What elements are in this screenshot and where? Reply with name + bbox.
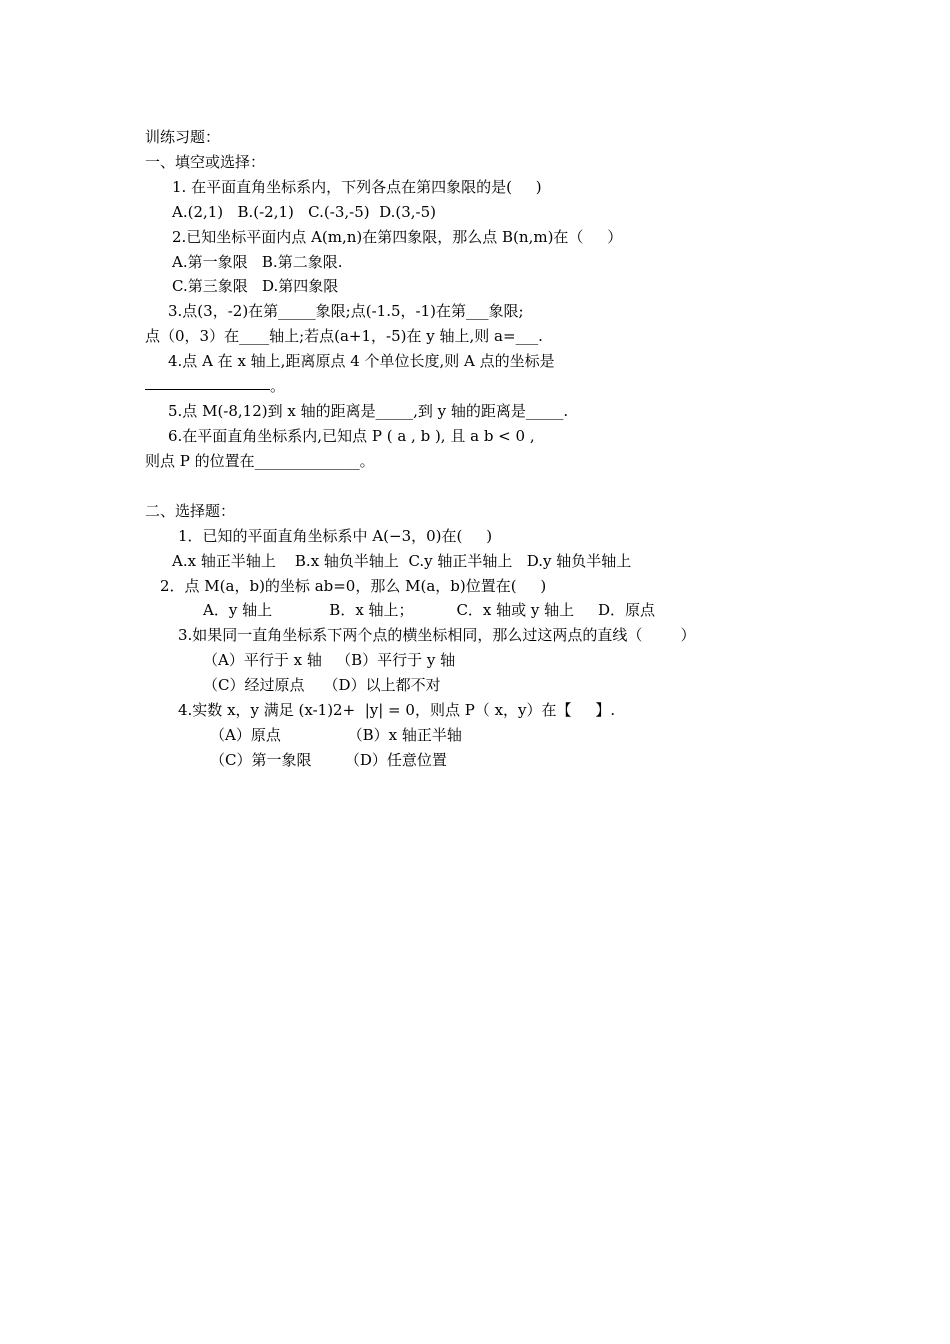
section2-line: A.x 轴正半轴上 B.x 轴负半轴上 C.y 轴正半轴上 D.y 轴负半轴上 [172, 552, 632, 570]
section2-line: （A）平行于 x 轴 （B）平行于 y 轴 [203, 651, 456, 669]
section2-line: 1．已知的平面直角坐标系中 A(−3，0)在( ) [178, 527, 493, 545]
section1-heading: 一、填空或选择： [145, 153, 266, 171]
section2-line: 3.如果同一直角坐标系下两个点的横坐标相同，那么过这两点的直线（ ） [178, 626, 696, 644]
section1-line: 4.点 A 在 x 轴上,距离原点 4 个单位长度,则 A 点的坐标是 [168, 352, 555, 370]
answer-blank [145, 389, 270, 390]
section1-line: 点（0，3）在____轴上;若点(a+1，-5)在 y 轴上,则 a=___. [145, 327, 543, 345]
section1-line: 2.已知坐标平面内点 A(m,n)在第四象限，那么点 B(n,m)在（ ） [172, 228, 623, 246]
section2-line: （C）第一象限 （D）任意位置 [210, 751, 447, 769]
section2-line: （C）经过原点 （D）以上都不对 [203, 676, 441, 694]
section1-line: A.第一象限 B.第二象限. [172, 253, 343, 271]
section1-line: A.(2,1) B.(-2,1) C.(-3,-5) D.(3,-5) [172, 203, 437, 221]
section1-line: 3.点(3，-2)在第_____象限;点(-1.5，-1)在第___象限; [168, 302, 524, 320]
section1-line: 1. 在平面直角坐标系内，下列各点在第四象限的是( ) [172, 178, 542, 196]
section2-line: 2．点 M(a，b)的坐标 ab=0，那么 M(a，b)位置在( ) [160, 577, 547, 595]
section2-heading: 二、选择题： [145, 502, 236, 520]
section1-line: 。 [270, 377, 286, 395]
section1-line: 6.在平面直角坐标系内,已知点 P ( a , b ), 且 a b < 0 , [168, 427, 535, 445]
exercise-title: 训练习题： [145, 128, 221, 146]
section1-line: 5.点 M(-8,12)到 x 轴的距离是_____,到 y 轴的距离是_____. [168, 402, 569, 420]
section2-line: A．y 轴上 B．x 轴上； C．x 轴或 y 轴上 D．原点 [203, 601, 656, 619]
section2-line: （A）原点 （B）x 轴正半轴 [210, 726, 462, 744]
section2-line: 4.实数 x，y 满足 (x-1)2+ |y| = 0，则点 P（ x，y）在【 】. [178, 701, 616, 719]
section1-line: C.第三象限 D.第四象限 [172, 277, 339, 295]
section1-line: 则点 P 的位置在______________。 [145, 452, 375, 470]
